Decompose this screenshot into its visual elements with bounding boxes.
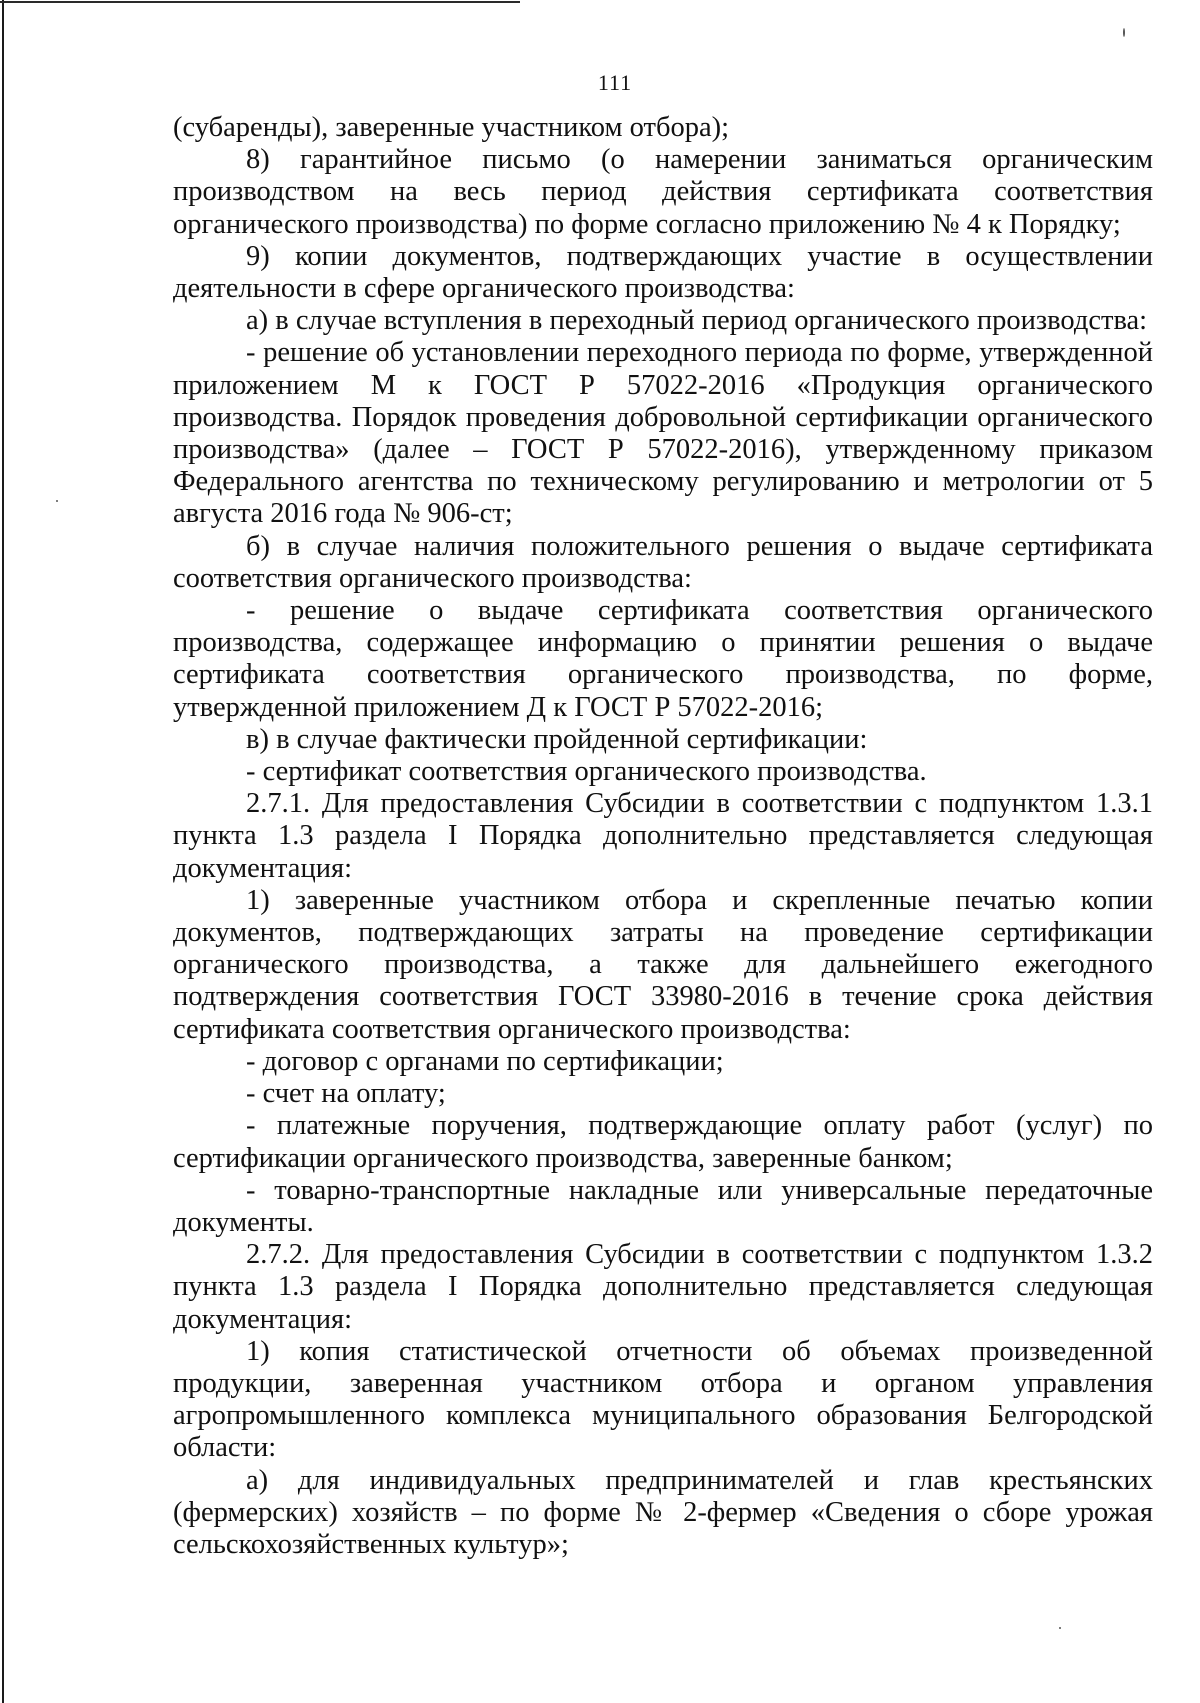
paragraph: - решение об установлении переходного периода по форме, утвержденной приложением М к ГОСТ Р 57022-2016 «Продукция органического производства. Порядок проведения добровольной сертификации органического производства» (далее – ГОСТ Р 57022-2016), утвержденному приказом Федерального агентства по техническому регулированию и метрологии от 5 августа 2016 года № 906-ст; [173,337,1153,530]
document-body [173,112,1153,1561]
page-number: 111 [597,70,633,95]
paragraph: - договор с органами по сертификации; [246,1045,724,1077]
paragraph: б) в случае наличия положительного решения о выдаче сертификата соответствия органического производства: [173,530,1153,594]
scan-top-line [0,1,520,3]
paragraph: 2.7.2. Для предоставления Субсидии в соответствии с подпунктом 1.3.2 пункта 1.3 раздела I Порядка дополнительно представляется следующая документация: [173,1239,1153,1335]
paragraph: - товарно-транспортные накладные или универсальные передаточные документы. [173,1174,1153,1238]
scan-speck [1059,1627,1061,1629]
paragraph: - платежные поручения, подтверждающие оплату работ (услуг) по сертификации органического производства, заверенные банком; [173,1110,1153,1174]
paragraph: 1) копия статистической отчетности об объемах произведенной продукции, заверенная участником отбора и органом управления агропромышленного комплекса муниципального образования Белгородской области: [173,1335,1153,1464]
paragraph: а) в случае вступления в переходный период органического производства: [246,305,1148,337]
paragraph: (субаренды), заверенные участником отбора); [173,112,730,143]
paragraph: в) в случае фактически пройденной сертификации: [246,723,868,755]
paragraph: а) для индивидуальных предпринимателей и глав крестьянских (фермерских) хозяйств – по форме № 2-фермер «Сведения о сборе урожая сельскохозяйственных культур»; [173,1464,1153,1560]
paragraph: - счет на оплату; [246,1078,446,1110]
paragraph: 2.7.1. Для предоставления Субсидии в соответствии с подпунктом 1.3.1 пункта 1.3 раздела I Порядка дополнительно представляется следующая документация: [173,788,1153,884]
scan-edge-line [2,0,4,1703]
paragraph: 1) заверенные участником отбора и скрепленные печатью копии документов, подтверждающих затраты на проведение сертификации органического производства, а также для дальнейшего ежегодного подтверждения соответствия ГОСТ 33980-2016 в течение срока действия сертификата соответствия органического производства: [173,884,1153,1045]
paragraph: - сертификат соответствия органического производства. [246,756,927,788]
paragraph: - решение о выдаче сертификата соответствия органического производства, содержащее информацию о принятии решения о выдаче сертификата соответствия органического производства, по форме, утвержденной приложением Д к ГОСТ Р 57022-2016; [173,595,1153,723]
paragraph: 8) гарантийное письмо (о намерении заниматься органическим производством на весь период действия сертификата соответствия органического производства) по форме согласно приложению № 4 к Порядку; [173,144,1153,240]
scan-speck [56,500,58,502]
paragraph: 9) копии документов, подтверждающих участие в осуществлении деятельности в сфере органического производства: [173,240,1153,305]
scan-speck [1123,28,1125,37]
